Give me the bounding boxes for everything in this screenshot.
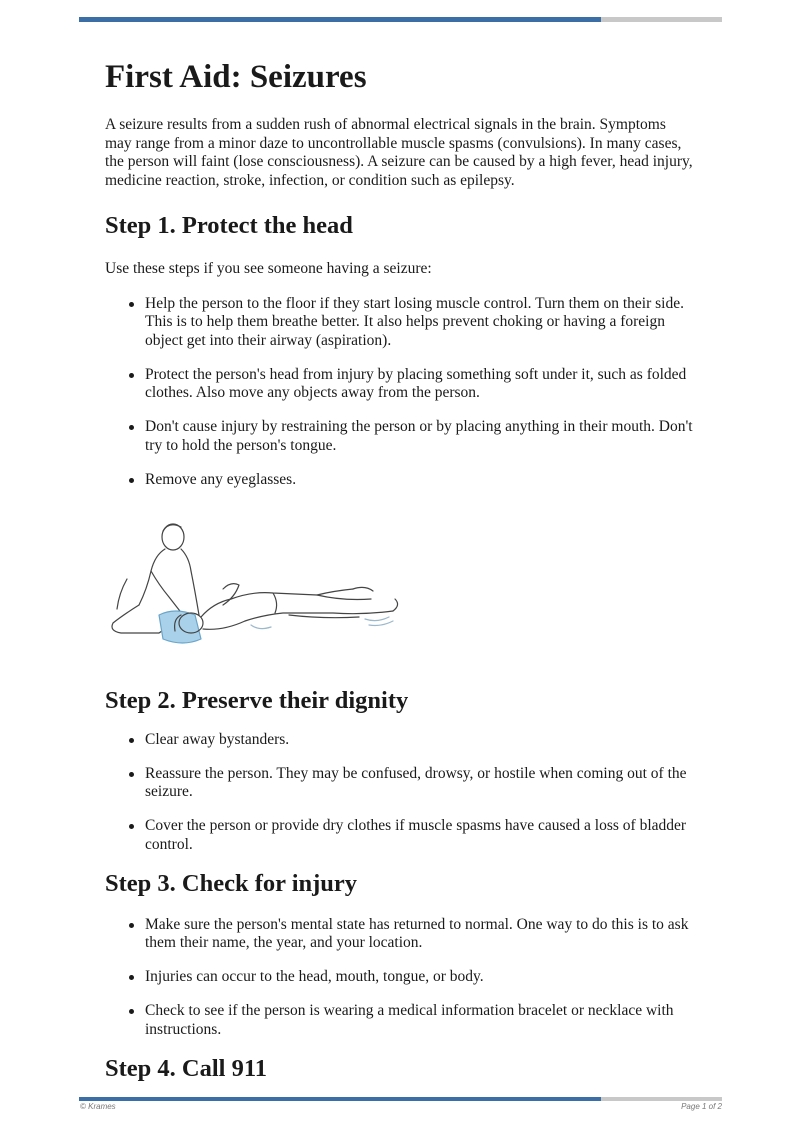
step2-heading: Step 2. Preserve their dignity [105,686,409,714]
step3-list [105,916,695,1040]
step3-heading: Step 3. Check for injury [105,869,358,897]
list-item: Injuries can occur to the head, mouth, tongue, or body. [145,968,695,987]
list-item: Clear away bystanders. [145,731,695,750]
header-rule [79,17,722,22]
list-item: Reassure the person. They may be confused, drowsy, or hostile when coming out of the seizure. [145,765,695,802]
step4-heading: Step 4. Call 911 [105,1054,267,1082]
page-title: First Aid: Seizures [105,59,367,95]
step1-lead: Use these steps if you see someone having a seizure: [105,260,432,277]
list-item: Don't cause injury by restraining the person or by placing anything in their mouth. Don't try to hold the person's tongue. [145,418,695,455]
list-item: Help the person to the floor if they start losing muscle control. Turn them on their side. This is to help them breathe better. It also helps prevent choking or having a foreign object get into their airway (aspiration). [145,295,695,351]
list-item: Make sure the person's mental state has returned to normal. One way to do this is to ask them their name, the year, and your location. [145,916,695,953]
header-rule-accent [79,17,601,22]
seizure-first-aid-illustration [103,519,405,657]
step2-list [105,731,695,855]
step1-heading: Step 1. Protect the head [105,212,353,239]
list-item: Remove any eyeglasses. [145,471,695,490]
footer-rule-accent [79,1097,601,1101]
intro-paragraph: A seizure results from a sudden rush of abnormal electrical signals in the brain. Symptoms may range from a minor daze to uncontrollable muscle spasms (convulsions). In many cases, the person will faint (lose consciousness). A seizure can be caused by a high fever, head injury, medicine reaction, stroke, infection, or condition such as epilepsy. [105,116,693,189]
list-item: Cover the person or provide dry clothes if muscle spasms have caused a loss of bladder control. [145,817,695,854]
list-item: Check to see if the person is wearing a medical information bracelet or necklace with instructions. [145,1002,695,1039]
step1-list [105,295,695,490]
footer-rule [79,1097,722,1101]
footer-page-number: Page 1 of 2 [681,1102,722,1111]
list-item: Protect the person's head from injury by placing something soft under it, such as folded clothes. Also move any objects away from the person. [145,366,695,403]
document-body [105,58,695,1083]
footer-copyright: © Krames [80,1102,116,1111]
